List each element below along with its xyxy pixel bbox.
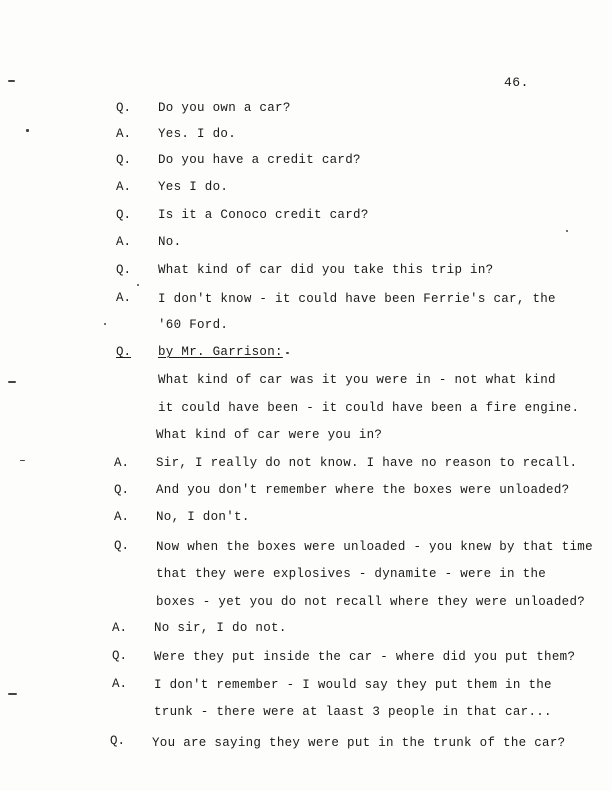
speaker-label: A. bbox=[116, 235, 132, 249]
transcript-line: I don't know - it could have been Ferrie's car, the bbox=[158, 292, 556, 306]
transcript-line: I don't remember - I would say they put them in the bbox=[154, 678, 552, 692]
transcript-line: And you don't remember where the boxes were unloaded? bbox=[156, 483, 570, 497]
transcript-line: Were they put inside the car - where did you put them? bbox=[154, 650, 576, 664]
speaker-label: A. bbox=[116, 180, 132, 194]
transcript-line: Do you have a credit card? bbox=[158, 153, 361, 167]
scan-speck bbox=[8, 80, 15, 82]
transcript-line: What kind of car was it you were in - not what kind bbox=[158, 373, 556, 387]
scan-speck bbox=[20, 460, 25, 461]
transcript-line: What kind of car were you in? bbox=[156, 428, 383, 442]
speaker-label: Q. bbox=[116, 263, 132, 277]
scan-speck bbox=[8, 693, 17, 695]
transcript-line: that they were explosives - dynamite - were in the bbox=[156, 567, 547, 581]
scan-speck bbox=[26, 129, 29, 132]
scan-speck bbox=[137, 284, 139, 286]
transcript-line: You are saying they were put in the trunk of the car? bbox=[152, 736, 566, 750]
speaker-label: Q. bbox=[116, 345, 132, 359]
speaker-label: A. bbox=[114, 510, 130, 524]
speaker-label: Q. bbox=[116, 208, 132, 222]
transcript-line: Yes. I do. bbox=[158, 127, 237, 141]
scan-speck bbox=[286, 352, 289, 354]
transcript-line: No. bbox=[158, 235, 182, 249]
transcript-line: Do you own a car? bbox=[158, 101, 291, 115]
page-number: 46. bbox=[504, 75, 529, 90]
transcript-line: Yes I do. bbox=[158, 180, 229, 194]
transcript-line: it could have been - it could have been a fire engine. bbox=[158, 401, 580, 415]
scan-speck bbox=[566, 230, 568, 232]
speaker-label: A. bbox=[114, 456, 130, 470]
transcript-line: No, I don't. bbox=[156, 510, 250, 524]
speaker-label: A. bbox=[112, 677, 128, 691]
transcript-line: Sir, I really do not know. I have no reason to recall. bbox=[156, 456, 578, 470]
transcript-line: boxes - yet you do not recall where they were unloaded? bbox=[156, 595, 586, 609]
transcript-line: Now when the boxes were unloaded - you knew by that time bbox=[156, 540, 593, 554]
speaker-label: A. bbox=[116, 291, 132, 305]
speaker-label: A. bbox=[116, 127, 132, 141]
scan-speck bbox=[8, 381, 16, 383]
transcript-line: What kind of car did you take this trip in? bbox=[158, 263, 494, 277]
scan-speck bbox=[104, 323, 106, 325]
transcript-line: '60 Ford. bbox=[158, 318, 229, 332]
speaker-label: A. bbox=[112, 621, 128, 635]
speaker-label: Q. bbox=[112, 649, 128, 663]
speaker-label: Q. bbox=[116, 153, 132, 167]
transcript-line: No sir, I do not. bbox=[154, 621, 287, 635]
speaker-label: Q. bbox=[116, 101, 132, 115]
speaker-label: Q. bbox=[114, 483, 130, 497]
transcript-line: Is it a Conoco credit card? bbox=[158, 208, 369, 222]
examiner-header: by Mr. Garrison: bbox=[158, 345, 283, 359]
transcript-line: trunk - there were at laast 3 people in that car... bbox=[154, 705, 552, 719]
speaker-label: Q. bbox=[114, 539, 130, 553]
speaker-label: Q. bbox=[110, 734, 126, 748]
